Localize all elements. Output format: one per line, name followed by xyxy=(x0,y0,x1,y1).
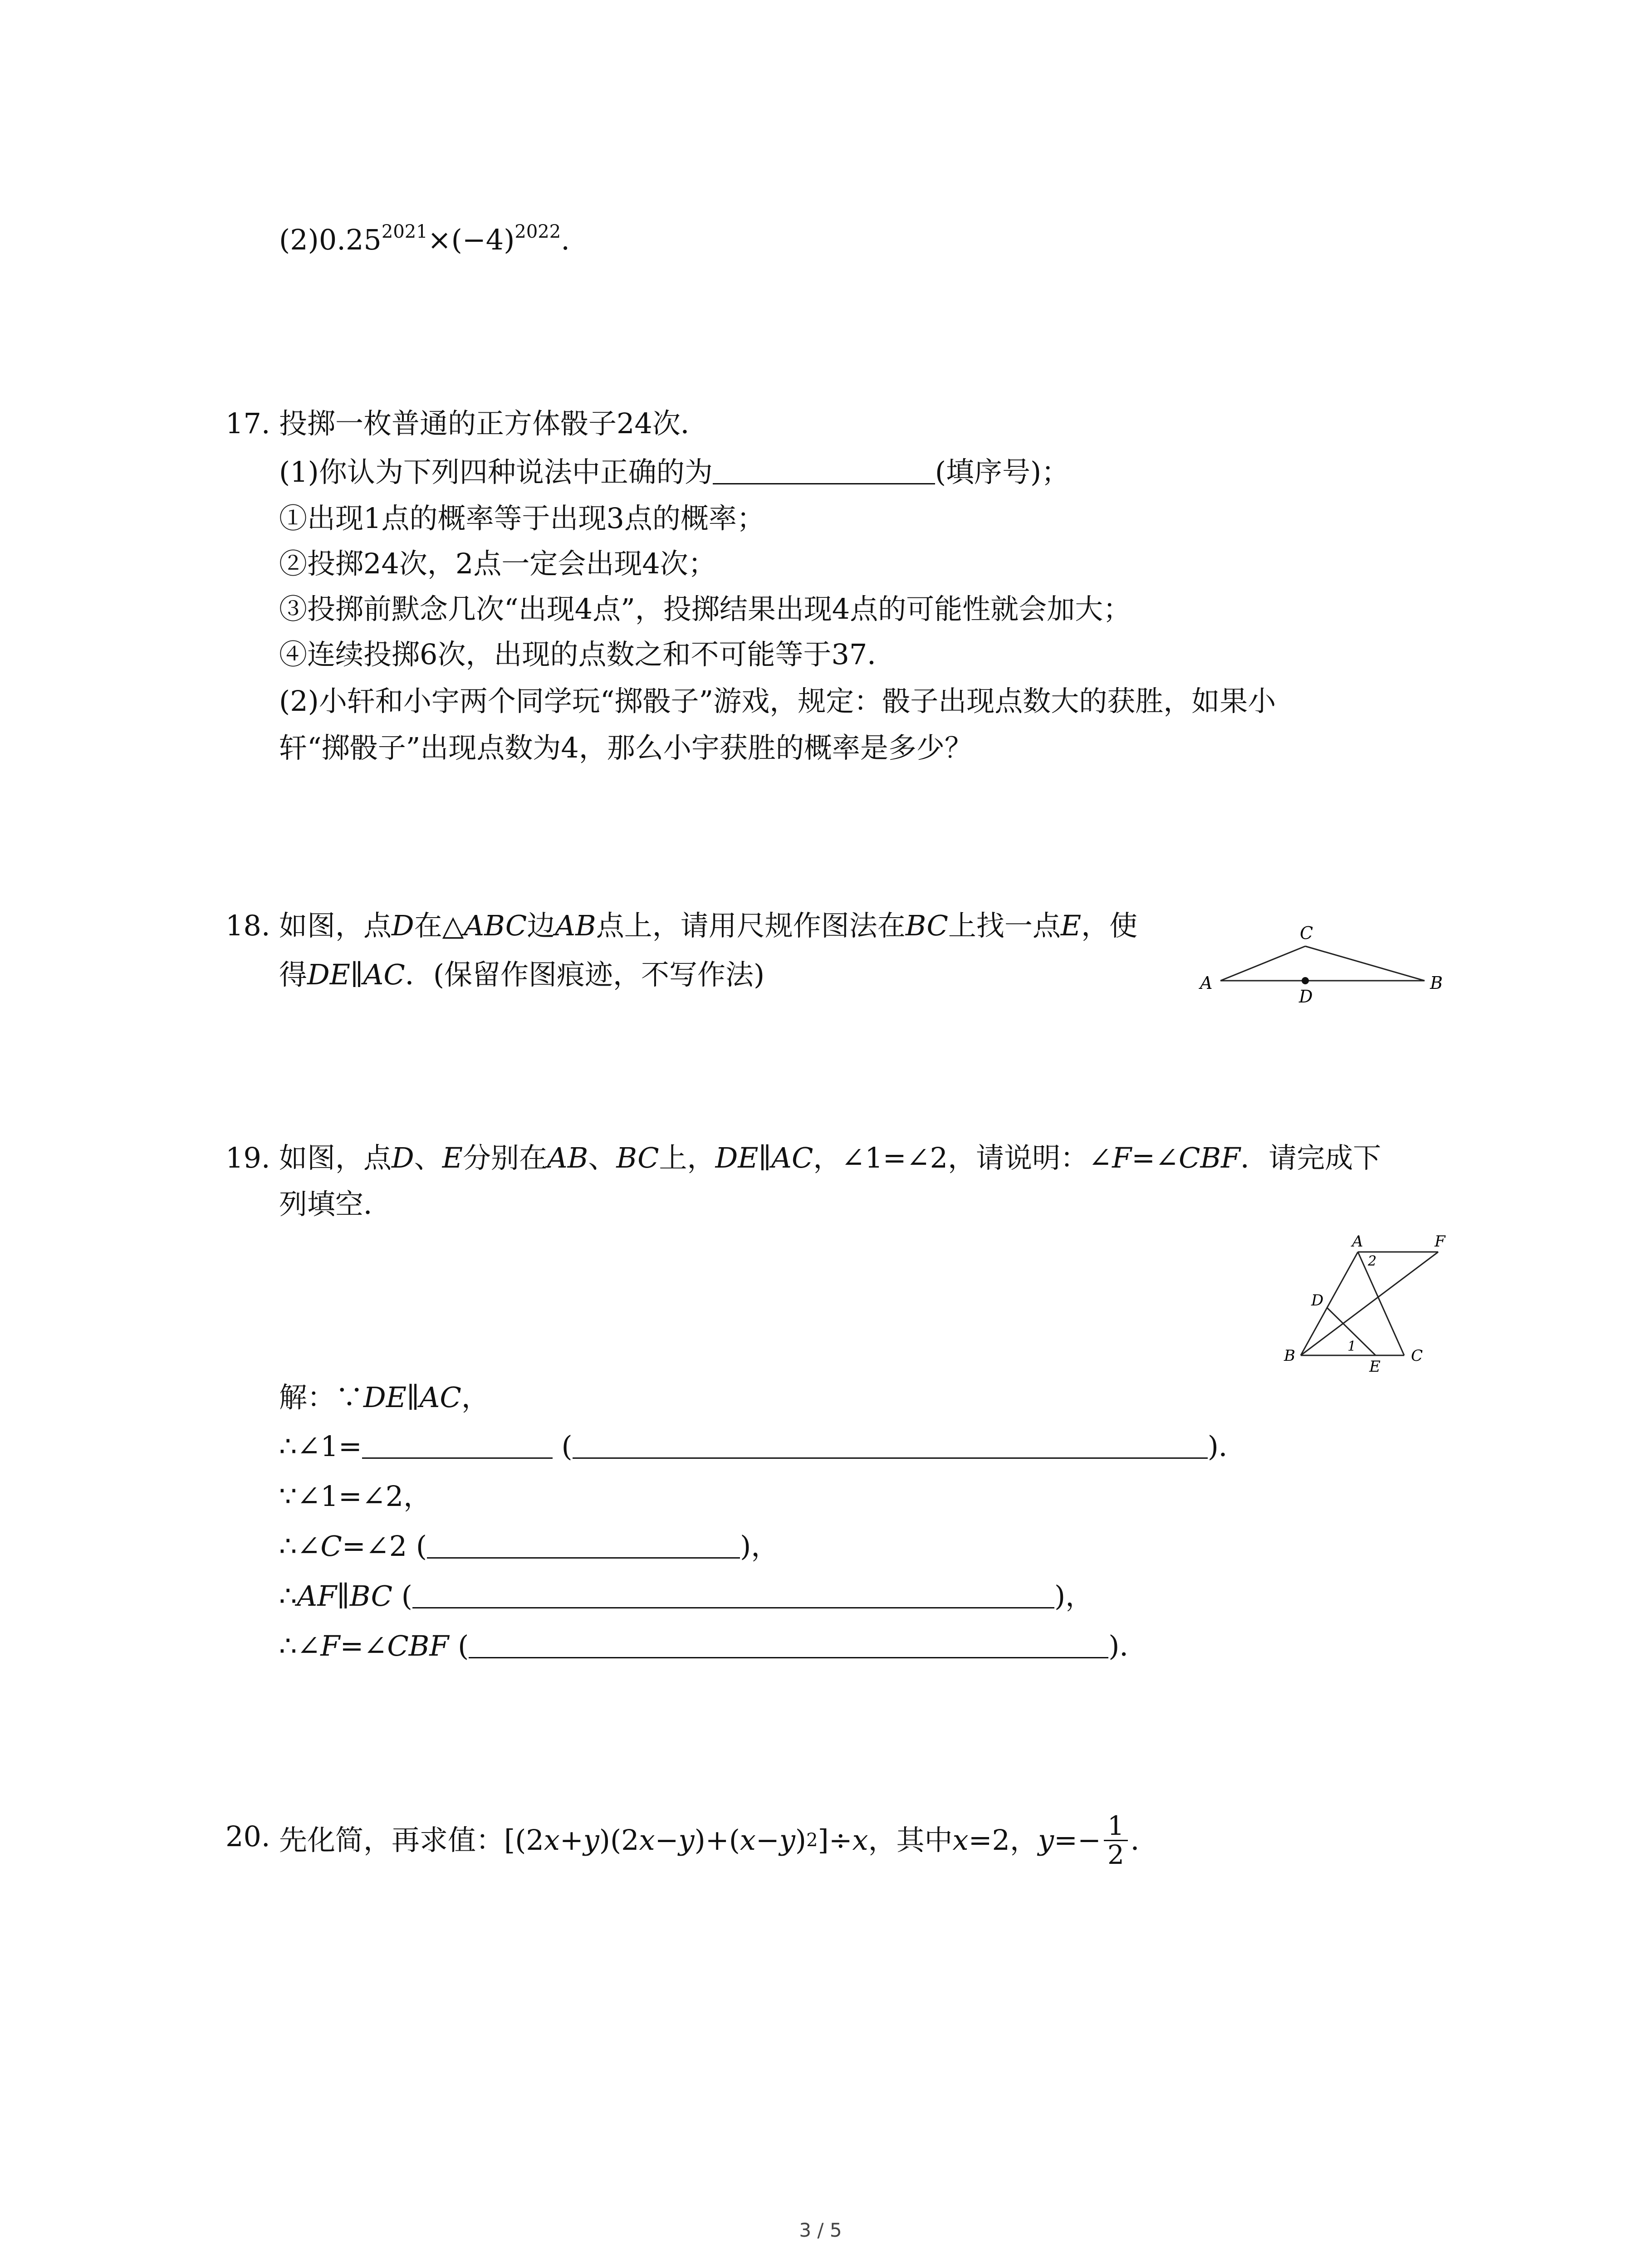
q17-option-4: ④连续投掷6次，出现的点数之和不可能等于37． xyxy=(279,638,896,671)
q17-part2-line2: 轩“掷骰子”出现点数为4，那么小宇获胜的概率是多少？ xyxy=(279,731,973,764)
q17-part1: (1)你认为下列四种说法中正确的为 (填序号)； xyxy=(279,455,1070,489)
side-cb xyxy=(1305,946,1425,981)
q19-step2: ∵∠1=∠2， xyxy=(279,1480,432,1513)
label-angle-1: 1 xyxy=(1347,1339,1357,1354)
q19-step1: ∴∠1= ( )． xyxy=(279,1430,1247,1463)
q17-option-3: ③投掷前默念几次“出现4点”，投掷结果出现4点的可能性就会加大； xyxy=(279,592,1132,626)
label-c: C xyxy=(1411,1347,1423,1365)
label-d: D xyxy=(1299,987,1313,1007)
q19-step4: ∴AF∥BC ( )， xyxy=(279,1579,1094,1613)
label-a: A xyxy=(1352,1232,1363,1251)
q18-line1: 如图，点D在△ABC边AB点上，请用尺规作图法在BC上找一点E，使 xyxy=(279,909,1138,942)
label-angle-2: 2 xyxy=(1368,1253,1377,1269)
reason-blank[interactable] xyxy=(573,1433,1208,1459)
q16-part2-expression: $(2)0.25^{2021}\times(-4)^{2022}$. xyxy=(279,221,570,256)
q19-number: 19. xyxy=(225,1141,270,1174)
reason-blank[interactable] xyxy=(469,1633,1108,1658)
q19-solution-given: 解：∵DE∥AC， xyxy=(279,1381,490,1414)
q17-option-2: ②投掷24次，2点一定会出现4次； xyxy=(279,547,716,580)
q19-step5: ∴∠F=∠CBF ( )． xyxy=(279,1629,1148,1662)
q17-option-1: ①出现1点的概率等于出现3点的概率； xyxy=(279,502,765,535)
label-b: B xyxy=(1430,973,1443,993)
q19-figure xyxy=(1275,1225,1465,1379)
label-f: F xyxy=(1435,1232,1445,1251)
q17-number: 17. xyxy=(225,407,270,440)
reason-blank[interactable] xyxy=(427,1533,740,1559)
line-ac xyxy=(1358,1252,1404,1355)
q19-line2: 列填空． xyxy=(279,1188,392,1221)
q18-number: 18. xyxy=(225,909,270,942)
page-number: 3 / 5 xyxy=(799,2219,842,2241)
q19-step3: ∴∠C=∠2 ( )， xyxy=(279,1530,779,1563)
answer-blank[interactable] xyxy=(362,1433,553,1459)
q17-stem: 投掷一枚普通的正方体骰子24次． xyxy=(279,407,709,440)
label-c: C xyxy=(1300,923,1313,943)
label-b: B xyxy=(1284,1347,1295,1365)
reason-blank[interactable] xyxy=(412,1583,1054,1608)
label-a: A xyxy=(1200,973,1213,993)
side-ac xyxy=(1220,946,1305,981)
label-d: D xyxy=(1311,1291,1324,1310)
q18-triangle-figure xyxy=(1189,894,1461,1007)
point-d xyxy=(1302,977,1309,984)
label-e: E xyxy=(1369,1358,1381,1376)
q20-number: 20. xyxy=(225,1820,270,1853)
answer-blank[interactable] xyxy=(713,459,935,484)
q17-part2-line1: (2)小轩和小宇两个同学玩“掷骰子”游戏，规定：骰子出现点数大的获胜，如果小 xyxy=(279,684,1276,718)
q20-expression: 先化简，再求值： [(2 x + y )(2 x − y )+( x − y ) 2 ]÷ x ，其中 x =2， y =− $\frac{1}{2}$ ． xyxy=(279,1810,1159,1870)
q19-line1: 如图，点D、E分别在AB、BC上，DE∥AC，∠1=∠2，请说明：∠F=∠CBF．请完成下 xyxy=(279,1141,1381,1174)
q18-line2: 得DE∥AC．(保留作图痕迹，不写作法) xyxy=(279,958,765,991)
fraction-one-half: $\frac{1}{2}$ xyxy=(1104,1812,1128,1869)
